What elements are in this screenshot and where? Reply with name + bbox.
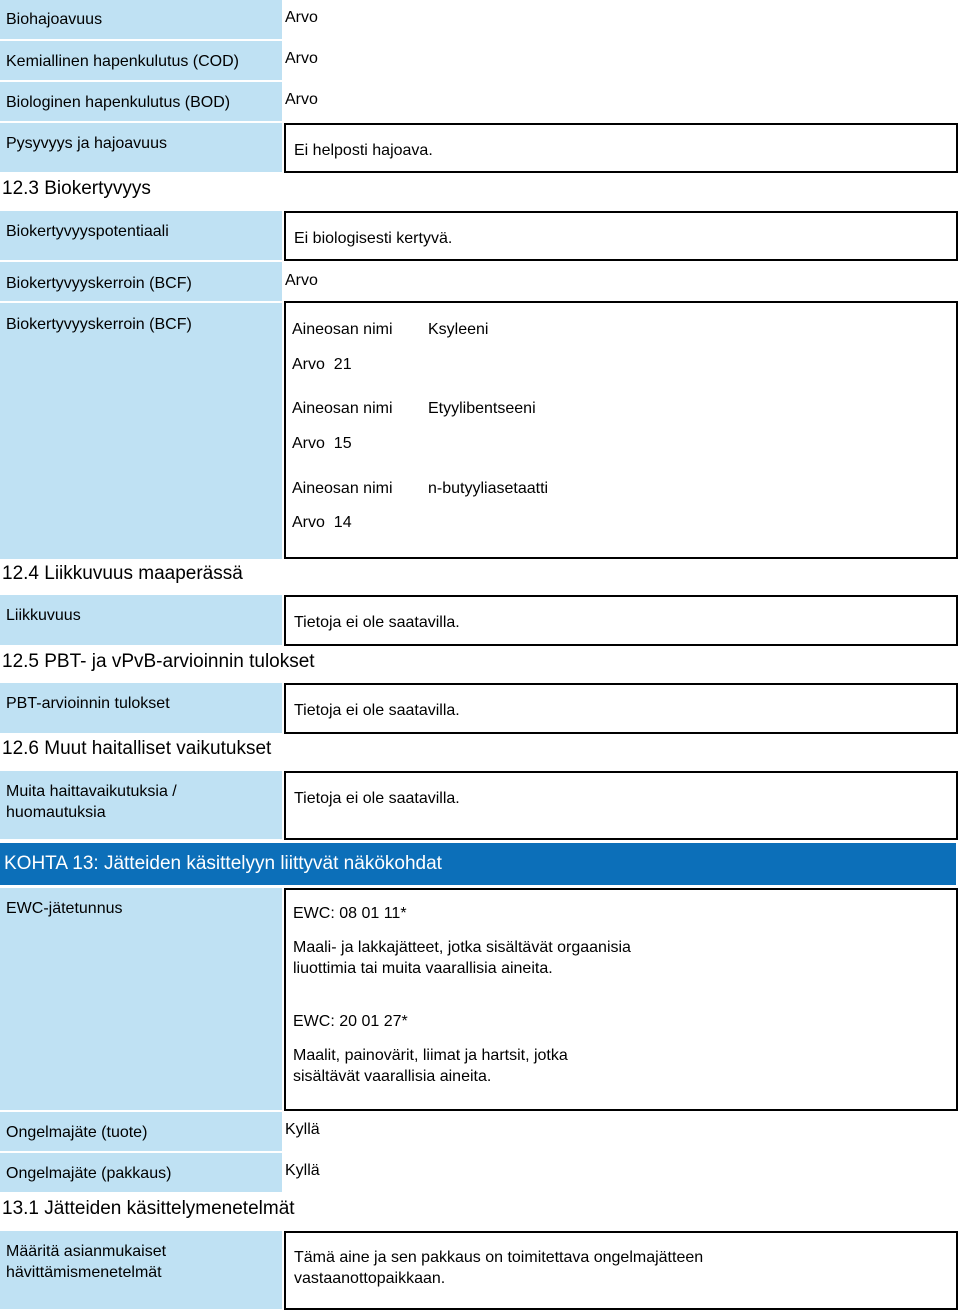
row-value-bod: Arvo xyxy=(285,91,318,108)
hazard-product-label: Ongelmajäte (tuote) xyxy=(0,1112,282,1151)
bcf2-entry-2-name-label: Aineosan nimi xyxy=(292,400,393,417)
section-heading-12-6: 12.6 Muut haitalliset vaikutukset xyxy=(2,738,272,759)
other-effects-value: Tietoja ei ole saatavilla. xyxy=(294,790,460,807)
bcf2-entry-3-name: n-butyyliasetaatti xyxy=(428,480,549,497)
bcf1-label: Biokertyvyyskerroin (BCF) xyxy=(0,262,282,301)
bioacc-potential-label: Biokertyvyyspotentiaali xyxy=(0,211,282,260)
other-effects-label: Muita haittavaikutuksia / huomautuksia xyxy=(0,771,282,839)
ewc-desc-1: Maali- ja lakkajätteet, jotka sisältävät orgaanisia liuottimia tai muita vaarallisia aineita. xyxy=(293,939,631,977)
bcf2-entry-1-name: Ksyleeni xyxy=(428,321,489,338)
bcf2-entry-1-value-label: Arvo xyxy=(292,356,325,373)
section-heading-13-1: 13.1 Jätteiden käsittelymenetelmät xyxy=(2,1198,295,1219)
bioacc-potential-value: Ei biologisesti kertyvä. xyxy=(294,230,453,247)
section-heading-12-3: 12.3 Biokertyvyys xyxy=(2,178,151,199)
section-heading-12-5: 12.5 PBT- ja vPvB-arvioinnin tulokset xyxy=(2,651,315,672)
hazard-package-label: Ongelmajäte (pakkaus) xyxy=(0,1153,282,1192)
disposal-value: Tämä aine ja sen pakkaus on toimitettava ongelmajätteen vastaanottopaikkaan. xyxy=(294,1249,704,1287)
hazard-product-value: Kyllä xyxy=(285,1121,320,1138)
bcf2-entry-2-name: Etyylibentseeni xyxy=(428,400,536,417)
ewc-label: EWC-jätetunnus xyxy=(0,888,282,1110)
bcf2-entry-2-value-label: Arvo xyxy=(292,435,325,452)
pbt-label: PBT-arvioinnin tulokset xyxy=(0,683,282,733)
other-effects-box xyxy=(284,771,958,840)
bcf2-entry-3-value-label: Arvo xyxy=(292,514,325,531)
row-label-biodegradability: Biohajoavuus xyxy=(0,0,282,39)
section-banner-13: KOHTA 13: Jätteiden käsittelyyn liittyvät näkökohdat xyxy=(0,843,956,885)
mobility-label: Liikkuvuus xyxy=(0,595,282,645)
mobility-box xyxy=(284,595,958,646)
pbt-box xyxy=(284,683,958,734)
persistence-value: Ei helposti hajoava. xyxy=(294,142,433,159)
bcf2-entry-3-name-label: Aineosan nimi xyxy=(292,480,393,497)
persistence-label: Pysyvyys ja hajoavuus xyxy=(0,123,282,172)
bcf2-entry-2-value-number: 15 xyxy=(333,435,352,452)
row-label-bod: Biologinen hapenkulutus (BOD) xyxy=(0,82,282,121)
pbt-value: Tietoja ei ole saatavilla. xyxy=(294,702,460,719)
ewc-code-2: EWC: 20 01 27* xyxy=(293,1013,408,1030)
ewc-desc-2: Maalit, painovärit, liimat ja hartsit, jotka sisältävät vaarallisia aineita. xyxy=(293,1047,568,1085)
bioacc-potential-box xyxy=(284,211,958,261)
disposal-label: Määritä asianmukaiset hävittämismenetelmät xyxy=(0,1231,282,1309)
row-label-cod: Kemiallinen hapenkulutus (COD) xyxy=(0,41,282,80)
bcf2-entry-3-value-number: 14 xyxy=(333,514,352,531)
bcf2-entry-2-value xyxy=(292,433,352,454)
ewc-code-1: EWC: 08 01 11* xyxy=(293,905,407,922)
row-value-cod: Arvo xyxy=(285,50,318,67)
section-heading-12-4: 12.4 Liikkuvuus maaperässä xyxy=(2,563,243,584)
disposal-box xyxy=(284,1231,958,1310)
persistence-value-box xyxy=(284,123,958,173)
bcf2-entry-1-value-number: 21 xyxy=(333,356,352,373)
mobility-value: Tietoja ei ole saatavilla. xyxy=(294,614,460,631)
hazard-package-value: Kyllä xyxy=(285,1162,320,1179)
bcf2-label: Biokertyvyyskerroin (BCF) xyxy=(0,303,282,559)
bcf1-value: Arvo xyxy=(285,272,318,289)
bcf2-entry-1-name-label: Aineosan nimi xyxy=(292,321,393,338)
bcf2-entry-3-value xyxy=(292,512,352,533)
row-value-biodegradability: Arvo xyxy=(285,9,318,26)
bcf2-entry-1-value xyxy=(292,354,352,375)
